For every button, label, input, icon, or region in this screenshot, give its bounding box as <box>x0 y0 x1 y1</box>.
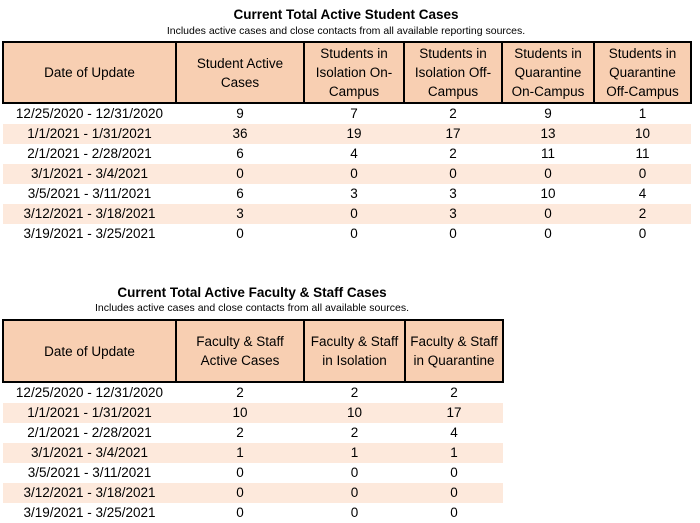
staff-table-header-row <box>3 320 503 382</box>
staff-date-cell: 1/1/2021 - 1/31/2021 <box>3 403 176 423</box>
student-date-cell: 2/1/2021 - 2/28/2021 <box>27 146 152 161</box>
student-value-cell: 11 <box>635 146 650 161</box>
student-value-cell: 2 <box>449 106 457 121</box>
student-value-cell: 0 <box>544 226 552 241</box>
student-header-active-cases: Student Active Cases <box>176 42 304 103</box>
staff-date-cell: 2/1/2021 - 2/28/2021 <box>27 425 152 440</box>
staff-value-cell: 17 <box>405 403 503 423</box>
staff-value-cell: 1 <box>405 443 503 463</box>
student-table-row <box>3 103 691 124</box>
student-date-cell: 12/25/2020 - 12/31/2020 <box>15 106 164 121</box>
staff-date-cell: 12/25/2020 - 12/31/2020 <box>15 385 164 400</box>
staff-table-row <box>3 423 503 443</box>
student-value-cell: 9 <box>544 106 552 121</box>
student-date-cell: 3/19/2021 - 3/25/2021 <box>23 226 156 241</box>
student-date-cell: 3/5/2021 - 3/11/2021 <box>27 186 152 201</box>
student-header-quarantine-off-campus: Students in Quarantine Off-Campus <box>594 42 691 103</box>
staff-date-cell: 3/1/2021 - 3/4/2021 <box>3 443 176 463</box>
student-value-cell: 10 <box>540 186 556 201</box>
staff-value-cell: 0 <box>450 465 458 480</box>
student-value-cell: 0 <box>594 164 691 184</box>
student-value-cell: 9 <box>236 106 244 121</box>
student-value-cell: 4 <box>350 146 358 161</box>
student-table-header-row <box>3 42 691 103</box>
student-value-cell: 3 <box>404 204 502 224</box>
staff-value-cell: 10 <box>176 403 304 423</box>
staff-value-cell: 0 <box>236 505 244 520</box>
student-date-cell: 1/1/2021 - 1/31/2021 <box>3 124 176 144</box>
staff-table-row <box>3 403 503 423</box>
student-value-cell: 0 <box>502 164 594 184</box>
staff-value-cell: 0 <box>450 505 458 520</box>
student-table-row <box>3 164 691 184</box>
student-header-date: Date of Update <box>3 42 176 103</box>
student-value-cell: 0 <box>304 204 404 224</box>
staff-header-date: Date of Update <box>3 320 176 382</box>
staff-header-isolation: Faculty & Staff in Isolation <box>304 320 405 382</box>
staff-value-cell: 0 <box>350 505 359 520</box>
student-value-cell: 0 <box>236 226 244 241</box>
staff-table-row <box>3 483 503 503</box>
staff-value-cell: 0 <box>405 483 503 503</box>
student-value-cell: 0 <box>350 226 358 241</box>
staff-date-cell: 3/5/2021 - 3/11/2021 <box>27 465 152 480</box>
student-value-cell: 0 <box>176 164 304 184</box>
student-table-row <box>3 124 691 144</box>
staff-cases-table <box>2 319 504 523</box>
staff-date-cell: 3/19/2021 - 3/25/2021 <box>23 505 156 520</box>
staff-value-cell: 0 <box>236 465 244 480</box>
staff-table-row <box>3 463 503 483</box>
staff-table-body <box>3 382 503 523</box>
student-table-row <box>3 184 691 204</box>
student-value-cell: 2 <box>449 146 457 161</box>
student-value-cell: 0 <box>449 226 457 241</box>
student-date-cell: 3/12/2021 - 3/18/2021 <box>3 204 176 224</box>
student-table-body <box>3 103 691 244</box>
student-value-cell: 13 <box>502 124 594 144</box>
student-value-cell: 3 <box>176 204 304 224</box>
staff-value-cell: 10 <box>304 403 405 423</box>
staff-value-cell: 0 <box>350 465 359 480</box>
staff-value-cell: 1 <box>304 443 405 463</box>
staff-value-cell: 4 <box>450 425 458 440</box>
student-value-cell: 0 <box>638 226 647 241</box>
student-table-row <box>3 224 691 244</box>
staff-value-cell: 2 <box>236 425 244 440</box>
student-value-cell: 3 <box>350 186 358 201</box>
student-cases-subtitle: Includes active cases and close contacts from all available reporting sources. <box>166 25 526 37</box>
staff-value-cell: 2 <box>350 425 359 440</box>
student-value-cell: 7 <box>350 106 358 121</box>
staff-value-cell: 2 <box>236 385 244 400</box>
student-value-cell: 0 <box>502 204 594 224</box>
staff-table-row <box>3 443 503 463</box>
student-value-cell: 3 <box>449 186 457 201</box>
staff-table-row <box>3 382 503 403</box>
student-value-cell: 6 <box>236 186 244 201</box>
staff-cases-title: Current Total Active Faculty & Staff Cases <box>117 285 387 300</box>
student-value-cell: 19 <box>304 124 404 144</box>
student-value-cell: 17 <box>404 124 502 144</box>
staff-value-cell: 2 <box>350 385 359 400</box>
student-value-cell: 4 <box>638 186 647 201</box>
student-table-row <box>3 144 691 164</box>
student-date-cell: 3/1/2021 - 3/4/2021 <box>3 164 176 184</box>
staff-value-cell: 0 <box>304 483 405 503</box>
staff-value-cell: 0 <box>176 483 304 503</box>
student-value-cell: 1 <box>638 106 647 121</box>
student-header-isolation-on-campus: Students in Isolation On-Campus <box>304 42 404 103</box>
student-header-isolation-off-campus: Students in Isolation Off-Campus <box>404 42 502 103</box>
student-cases-title: Current Total Active Student Cases <box>233 7 459 22</box>
student-value-cell: 10 <box>594 124 691 144</box>
student-value-cell: 6 <box>236 146 244 161</box>
student-value-cell: 11 <box>540 146 555 161</box>
student-table-row <box>3 204 691 224</box>
staff-cases-subtitle: Includes active cases and close contacts from all available sources. <box>95 302 409 314</box>
student-value-cell: 2 <box>594 204 691 224</box>
staff-date-cell: 3/12/2021 - 3/18/2021 <box>3 483 176 503</box>
staff-header-quarantine: Faculty & Staff in Quarantine <box>405 320 503 382</box>
staff-table-row <box>3 503 503 523</box>
student-value-cell: 0 <box>304 164 404 184</box>
student-value-cell: 0 <box>404 164 502 184</box>
student-value-cell: 36 <box>176 124 304 144</box>
staff-header-active-cases: Faculty & Staff Active Cases <box>176 320 304 382</box>
student-cases-table <box>2 41 692 244</box>
staff-value-cell: 1 <box>176 443 304 463</box>
staff-value-cell: 2 <box>450 385 458 400</box>
student-header-quarantine-on-campus: Students in Quarantine On-Campus <box>502 42 594 103</box>
